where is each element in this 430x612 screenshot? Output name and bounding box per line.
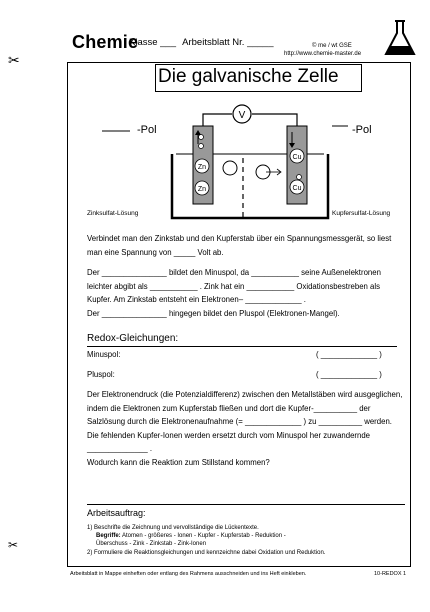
klasse-field: Klasse ___ (129, 37, 177, 48)
svg-text:Zn: Zn (197, 164, 207, 171)
copyright-text: © me / wt GSE (312, 43, 352, 49)
flask-logo-icon (380, 18, 420, 58)
subject-title: Chemie (72, 32, 139, 52)
auftrag-divider (87, 504, 405, 505)
auftrag-item-1: 1) Beschrifte die Zeichnung und vervollständige die Lückentexte. (87, 525, 259, 531)
auftrag-heading: Arbeitsauftrag: (87, 508, 146, 518)
left-pol-label: -Pol (137, 124, 157, 136)
paragraph-electron-flow: Der Elektronendruck (die Potenzialdifferenz) zwischen den Metallstäben wird ausgeglichen, indem die Elektronen zum Kupferstab fließen und dort die Kupfer-__________ der Salzlösung durch die Elektronenaufnahme (= _____________ ) zu __________ werden. Die fehlenden Kupfer-Ionen werden ersetzt durch vom Minuspol her zuwandernde ______________ . (87, 390, 403, 453)
begriffe-list (96, 532, 296, 548)
scissors-bottom-icon: ✂ (8, 538, 19, 552)
left-solution-label: Zinksulfat-Lösung (87, 210, 139, 217)
paragraph-minuspol: Der _______________ bildet den Minuspol, da ___________ seine Außenelektronen leichter abgibt als ___________ . Zink hat ein ___________ Oxidationsbestreben als Kupfer. Am Zinkstab entsteht ein Elektronen– _____________ . (87, 268, 381, 304)
right-solution-label: Kupfersulfat-Lösung (332, 210, 391, 217)
svg-text:V: V (238, 110, 246, 121)
paragraph-voltage: Verbindet man den Zinkstab und den Kupferstab über ein Spannungsmessgerät, so liest man eine Spannung von _____ Volt ab. (87, 234, 392, 257)
redox-underline (87, 346, 397, 347)
page-title: Die galvanische Zelle (158, 66, 339, 87)
footer-code: 10-REDOX 1 (374, 571, 407, 577)
minuspol-blank: ( _____________ ) (316, 350, 382, 359)
question-text: Wodurch kann die Reaktion zum Stillstand kommen? (87, 458, 270, 467)
header-fields (129, 37, 278, 48)
svg-text:Zn: Zn (197, 186, 207, 193)
begriffe-label: Begriffe: (96, 533, 121, 539)
arbeitsblatt-field: Arbeitsblatt Nr. _____ (182, 37, 274, 48)
paragraph-pluspol: Der _______________ hingegen bildet den Pluspol (Elektronen-Mangel). (87, 309, 340, 318)
pluspol-label: Pluspol: (87, 370, 115, 379)
redox-heading: Redox-Gleichungen: (87, 333, 179, 344)
scissors-icon: ✂ (8, 52, 20, 68)
galvanic-cell-diagram (80, 96, 410, 226)
auftrag-item-2: 2) Formuliere die Reaktionsgleichungen und kennzeichne dabei Oxidation und Reduktion. (87, 550, 326, 556)
footer-instruction: Arbeitsblatt in Mappe einheften oder entlang des Rahmens ausschneiden und ins Heft einkleben. (70, 571, 307, 577)
website-url: http://www.chemie-master.de (284, 51, 362, 57)
svg-text:Cu: Cu (292, 185, 302, 192)
minuspol-label: Minuspol: (87, 350, 121, 359)
begriffe-text: Atomen - größeres - Ionen - Kupfer - Kupferstab - Reduktion - Überschuss - Zink - Zinkstab - Zink-Ionen (96, 533, 286, 547)
svg-text:Cu: Cu (292, 154, 302, 161)
pluspol-blank: ( _____________ ) (316, 370, 382, 379)
right-pol-label: -Pol (352, 124, 372, 136)
